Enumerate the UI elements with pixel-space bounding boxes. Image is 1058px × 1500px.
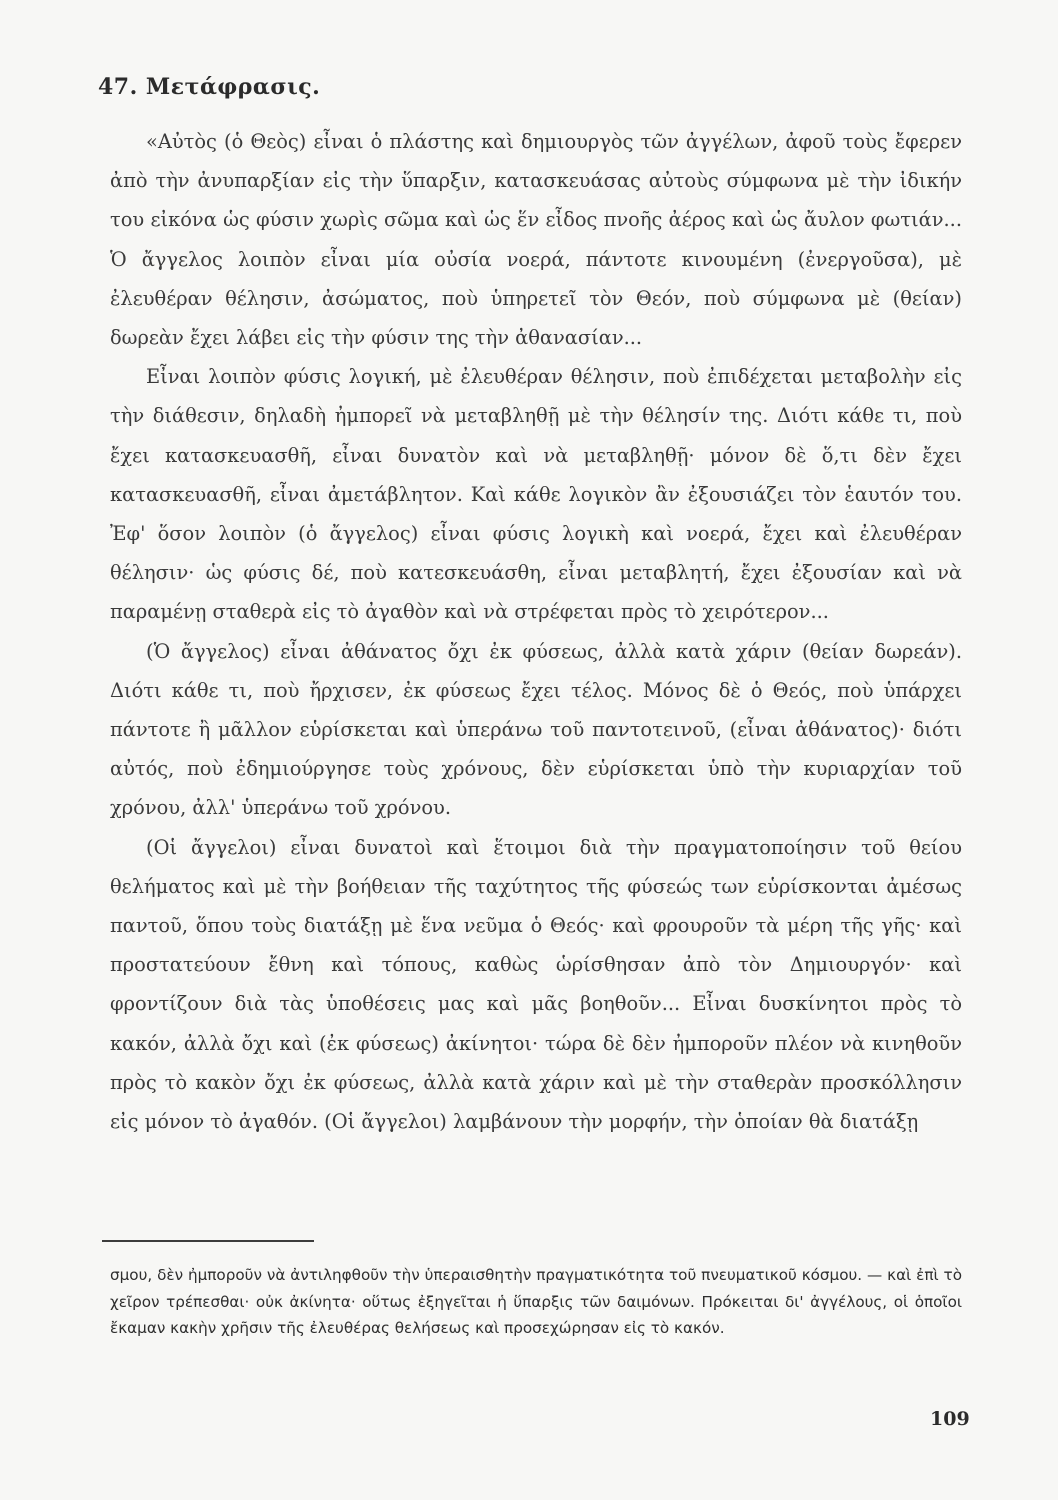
paragraph: Εἶναι λοιπὸν φύσις λογική, μὲ ἐλευθέραν θέλησιν, ποὺ ἐπιδέχεται μεταβολὴν εἰς τὴν διάθεσιν, δηλαδὴ ἠμπορεῖ νὰ μεταβληθῇ μὲ τὴν θέλησίν της. Διότι κάθε τι, ποὺ ἔχει κατασκευασθῆ, εἶναι δυνατὸν καὶ νὰ μεταβληθῇ· μόνον δὲ ὅ,τι δὲν ἔχει κατασκευασθῆ, εἶναι ἀμετάβλητον. Καὶ κάθε λογικὸν ἂν ἐξουσιάζει τὸν ἑαυτόν του. Ἐφ' ὅσον λοιπὸν (ὁ ἄγγελος) εἶναι φύσις λογικὴ καὶ νοερά, ἔχει καὶ ἐλευθέραν θέλησιν· ὡς φύσις δέ, ποὺ κατεσκευάσθη, εἶναι μεταβλητή, ἔχει ἐξουσίαν καὶ νὰ παραμένῃ σταθερὰ εἰς τὸ ἀγαθὸν καὶ νὰ στρέφεται πρὸς τὸ χειρότερον...: [110, 365, 962, 624]
footnote: [110, 1262, 962, 1342]
paragraph: (Οἱ ἄγγελοι) εἶναι δυνατοὶ καὶ ἕτοιμοι διὰ τὴν πραγματοποίησιν τοῦ θείου θελήματος καὶ μὲ τὴν βοήθειαν τῆς ταχύτητος τῆς φύσεώς των εὑρίσκονται ἀμέσως παντοῦ, ὅπου τοὺς διατάξῃ μὲ ἕνα νεῦμα ὁ Θεός· καὶ φρουροῦν τὰ μέρη τῆς γῆς· καὶ προστατεύουν ἔθνη καὶ τόπους, καθὼς ὡρίσθησαν ἀπὸ τὸν Δημιουργόν· καὶ φροντίζουν διὰ τὰς ὑποθέσεις μας καὶ μᾶς βοηθοῦν... Εἶναι δυσκίνητοι πρὸς τὸ κακόν, ἀλλὰ ὄχι καὶ (ἐκ φύσεως) ἀκίνητοι· τώρα δὲ δὲν ἠμποροῦν πλέον νὰ κινηθοῦν πρὸς τὸ κακὸν ὄχι ἐκ φύσεως, ἀλλὰ κατὰ χάριν καὶ μὲ τὴν σταθερὰν προσκόλλησιν εἰς μόνον τὸ ἀγαθόν. (Οἱ ἄγγελοι) λαμβάνουν τὴν μορφήν, τὴν ὁποίαν θὰ διατάξῃ: [110, 835, 962, 1134]
paragraph: «Αὐτὸς (ὁ Θεὸς) εἶναι ὁ πλάστης καὶ δημιουργὸς τῶν ἀγγέλων, ἀφοῦ τοὺς ἔφερεν ἀπὸ τὴν ἀνυπαρξίαν εἰς τὴν ὕπαρξιν, κατασκευάσας αὐτοὺς σύμφωνα μὲ τὴν ἰδικήν του εἰκόνα ὡς φύσιν χωρὶς σῶμα καὶ ὡς ἕν εἶδος πνοῆς ἀέρος καὶ ὡς ἄυλον φωτιάν... Ὁ ἄγγελος λοιπὸν εἶναι μία οὐσία νοερά, πάντοτε κινουμένη (ἐνεργοῦσα), μὲ ἐλευθέραν θέλησιν, ἀσώματος, ποὺ ὑπηρετεῖ τὸν Θεόν, ποὺ σύμφωνα μὲ (θείαν) δωρεὰν ἔχει λάβει εἰς τὴν φύσιν της τὴν ἀθανασίαν...: [110, 130, 962, 350]
footnote-divider: [102, 1240, 314, 1242]
footnote-text: σμου, δὲν ἠμποροῦν νὰ ἀντιληφθοῦν τὴν ὑπεραισθητὴν πραγματικότητα τοῦ πνευματικοῦ κόσμου. — καὶ ἐπὶ τὸ χεῖρον τρέπεσθαι· οὐκ ἀκίνητα· οὕτως ἐξηγεῖται ἡ ὕπαρξις τῶν δαιμόνων. Πρόκειται δι' ἀγγέλους, οἱ ὁποῖοι ἔκαμαν κακὴν χρῆσιν τῆς ἐλευθέρας θελήσεως καὶ προσεχώρησαν εἰς τὸ κακόν.: [110, 1266, 962, 1337]
paragraph: (Ὁ ἄγγελος) εἶναι ἀθάνατος ὄχι ἐκ φύσεως, ἀλλὰ κατὰ χάριν (θείαν δωρεάν). Διότι κάθε τι, ποὺ ἤρχισεν, ἐκ φύσεως ἔχει τέλος. Μόνος δὲ ὁ Θεός, ποὺ ὑπάρχει πάντοτε ἢ μᾶλλον εὑρίσκεται καὶ ὑπεράνω τοῦ παντοτεινοῦ, (εἶναι ἀθάνατος)· διότι αὐτός, ποὺ ἐδημιούργησε τοὺς χρόνους, δὲν εὑρίσκεται ὑπὸ τὴν κυριαρχίαν τοῦ χρόνου, ἀλλ' ὑπεράνω τοῦ χρόνου.: [110, 639, 962, 820]
page-number: 109: [930, 1408, 970, 1430]
section-heading: 47. Μετάφρασις.: [98, 74, 321, 100]
main-text: [110, 122, 962, 1141]
